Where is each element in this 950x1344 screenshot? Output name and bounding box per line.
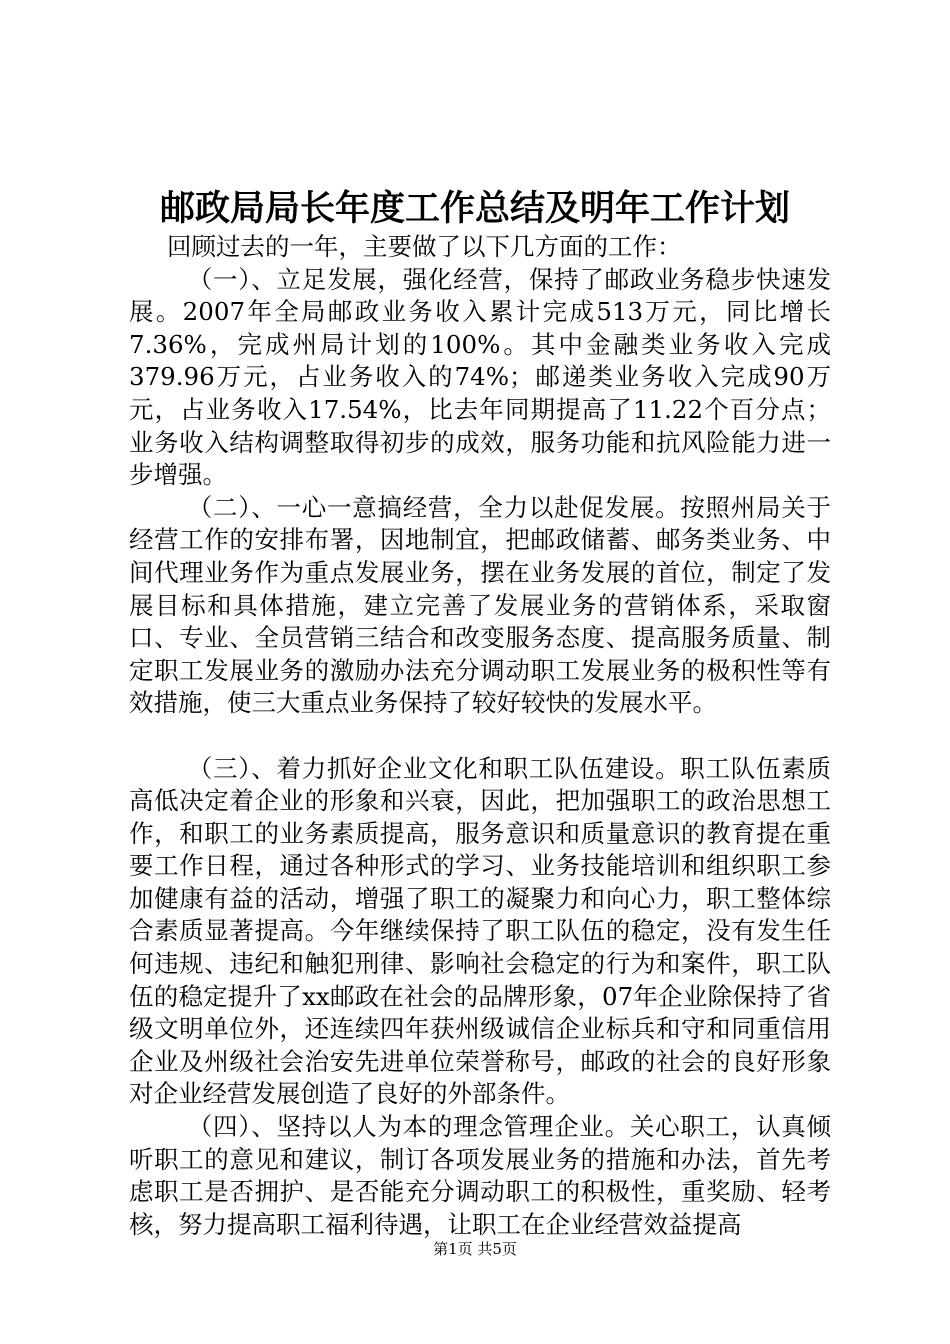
page-number-footer: 第1页 共5页 [433, 1240, 517, 1258]
section-2-paragraph: （二）、一心一意搞经营，全力以赴促发展。按照州局关于经营工作的安排布署，因地制宜，把邮政储蓄、邮务类业务、中间代理业务作为重点发展业务，摆在业务发展的首位，制定了发展目标和具体措施，建立完善了发展业务的营销体系，采取窗口、专业、全员营销三结合和改变服务态度、提高服务质量、制定职工发展业务的激励办法充分调动职工发展业务的极积性等有效措施，使三大重点业务保持了较好较快的发展水平。 [129, 492, 831, 718]
document-title: 邮政局局长年度工作总结及明年工作计划 [159, 188, 790, 229]
section-4-paragraph: （四）、坚持以人为本的理念管理企业。关心职工，认真倾听职工的意见和建议，制订各项发展业务的措施和办法，首先考虑职工是否拥护、是否能充分调动职工的积极性，重奖励、轻考核，努力提高职工福利待遇，让职工在企业经营效益提高 [129, 1112, 831, 1239]
section-1-paragraph: （一）、立足发展，强化经营，保持了邮政业务稳步快速发展。2007年全局邮政业务收入累计完成513万元，同比增长7.36%，完成州局计划的100%。其中金融类业务收入完成379.96万元，占业务收入的74%；邮递类业务收入完成90万元，占业务收入17.54%，比去年同期提高了11.22个百分点；业务收入结构调整取得初步的成效，服务功能和抗风险能力进一步增强。 [129, 264, 831, 490]
document-body [129, 231, 831, 1241]
intro-paragraph: 回顾过去的一年，主要做了以下几方面的工作： [166, 232, 682, 261]
section-3-paragraph: （三）、着力抓好企业文化和职工队伍建设。职工队伍素质高低决定着企业的形象和兴衰，因此，把加强职工的政治思想工作，和职工的业务素质提高，服务意识和质量意识的教育提在重要工作日程，通过各种形式的学习、业务技能培训和组织职工参加健康有益的活动，增强了职工的凝聚力和向心力，职工整体综合素质显著提高。今年继续保持了职工队伍的稳定，没有发生任何违规、违纪和触犯刑律、影响社会稳定的行为和案件，职工队伍的稳定提升了xx邮政在社会的品牌形象，07年企业除保持了省级文明单位外，还连续四年获州级诚信企业标兵和守和同重信用企业及州级社会治安先进单位荣誉称号，邮政的社会的良好形象对企业经营发展创造了良好的外部条件。 [129, 753, 831, 1109]
